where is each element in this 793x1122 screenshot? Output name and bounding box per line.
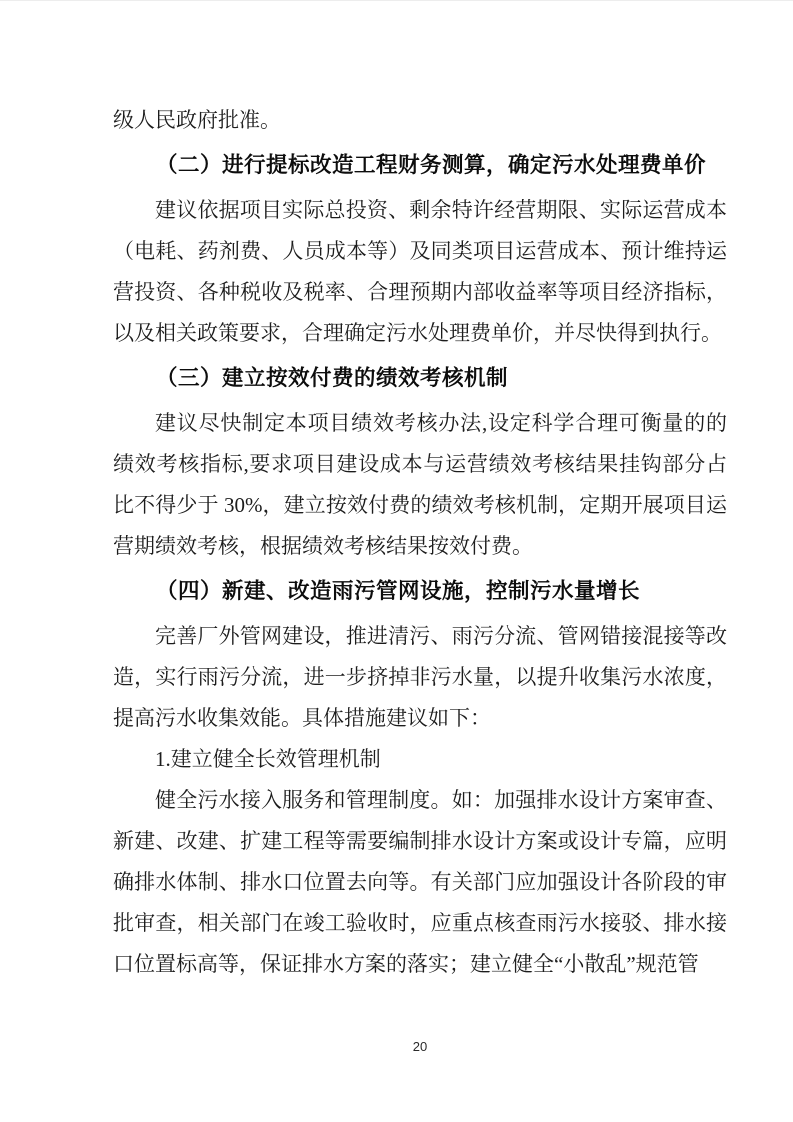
paragraph-section-3: 建议尽快制定本项目绩效考核办法,设定科学合理可衡量的的绩效考核指标,要求项目建设成本与运营绩效考核结果挂钩部分占比不得少于 30%，建立按效付费的绩效考核机制，定期开展项目运营期绩效考核，根据绩效考核结果按效付费。 [113, 411, 727, 558]
paragraph-section-2: 建议依据项目实际总投资、剩余特许经营期限、实际运营成本（电耗、药剂费、人员成本等）及同类项目运营成本、预计维持运营投资、各种税收及税率、合理预期内部收益率等项目经济指标，以及相关政策要求，合理确定污水处理费单价，并尽快得到执行。 [113, 198, 727, 345]
heading-section-3: （三）建立按效付费的绩效考核机制 [156, 366, 509, 390]
page-number: 20 [412, 1039, 428, 1054]
heading-section-4: （四）新建、改造雨污管网设施，控制污水量增长 [156, 579, 641, 603]
paragraph-section-4: 完善厂外管网建设，推进清污、雨污分流、管网错接混接等改造，实行雨污分流，进一步挤掉非污水量，以提升收集污水浓度，提高污水收集效能。具体措施建议如下： [113, 624, 727, 730]
continued-paragraph: 级人民政府批准。 [113, 108, 281, 132]
subitem-heading-1: 1.建立健全长效管理机制 [155, 747, 381, 771]
heading-section-2: （二）进行提标改造工程财务测算，确定污水处理费单价 [156, 153, 707, 177]
paragraph-subitem-1: 健全污水接入服务和管理制度。如：加强排水设计方案审查、新建、改建、扩建工程等需要编制排水设计方案或设计专篇，应明确排水体制、排水口位置去向等。有关部门应加强设计各阶段的审批审查，相关部门在竣工验收时，应重点核查雨污水接驳、排水接口位置标高等，保证排水方案的落实；建立健全“小散乱”规范管 [113, 788, 727, 976]
